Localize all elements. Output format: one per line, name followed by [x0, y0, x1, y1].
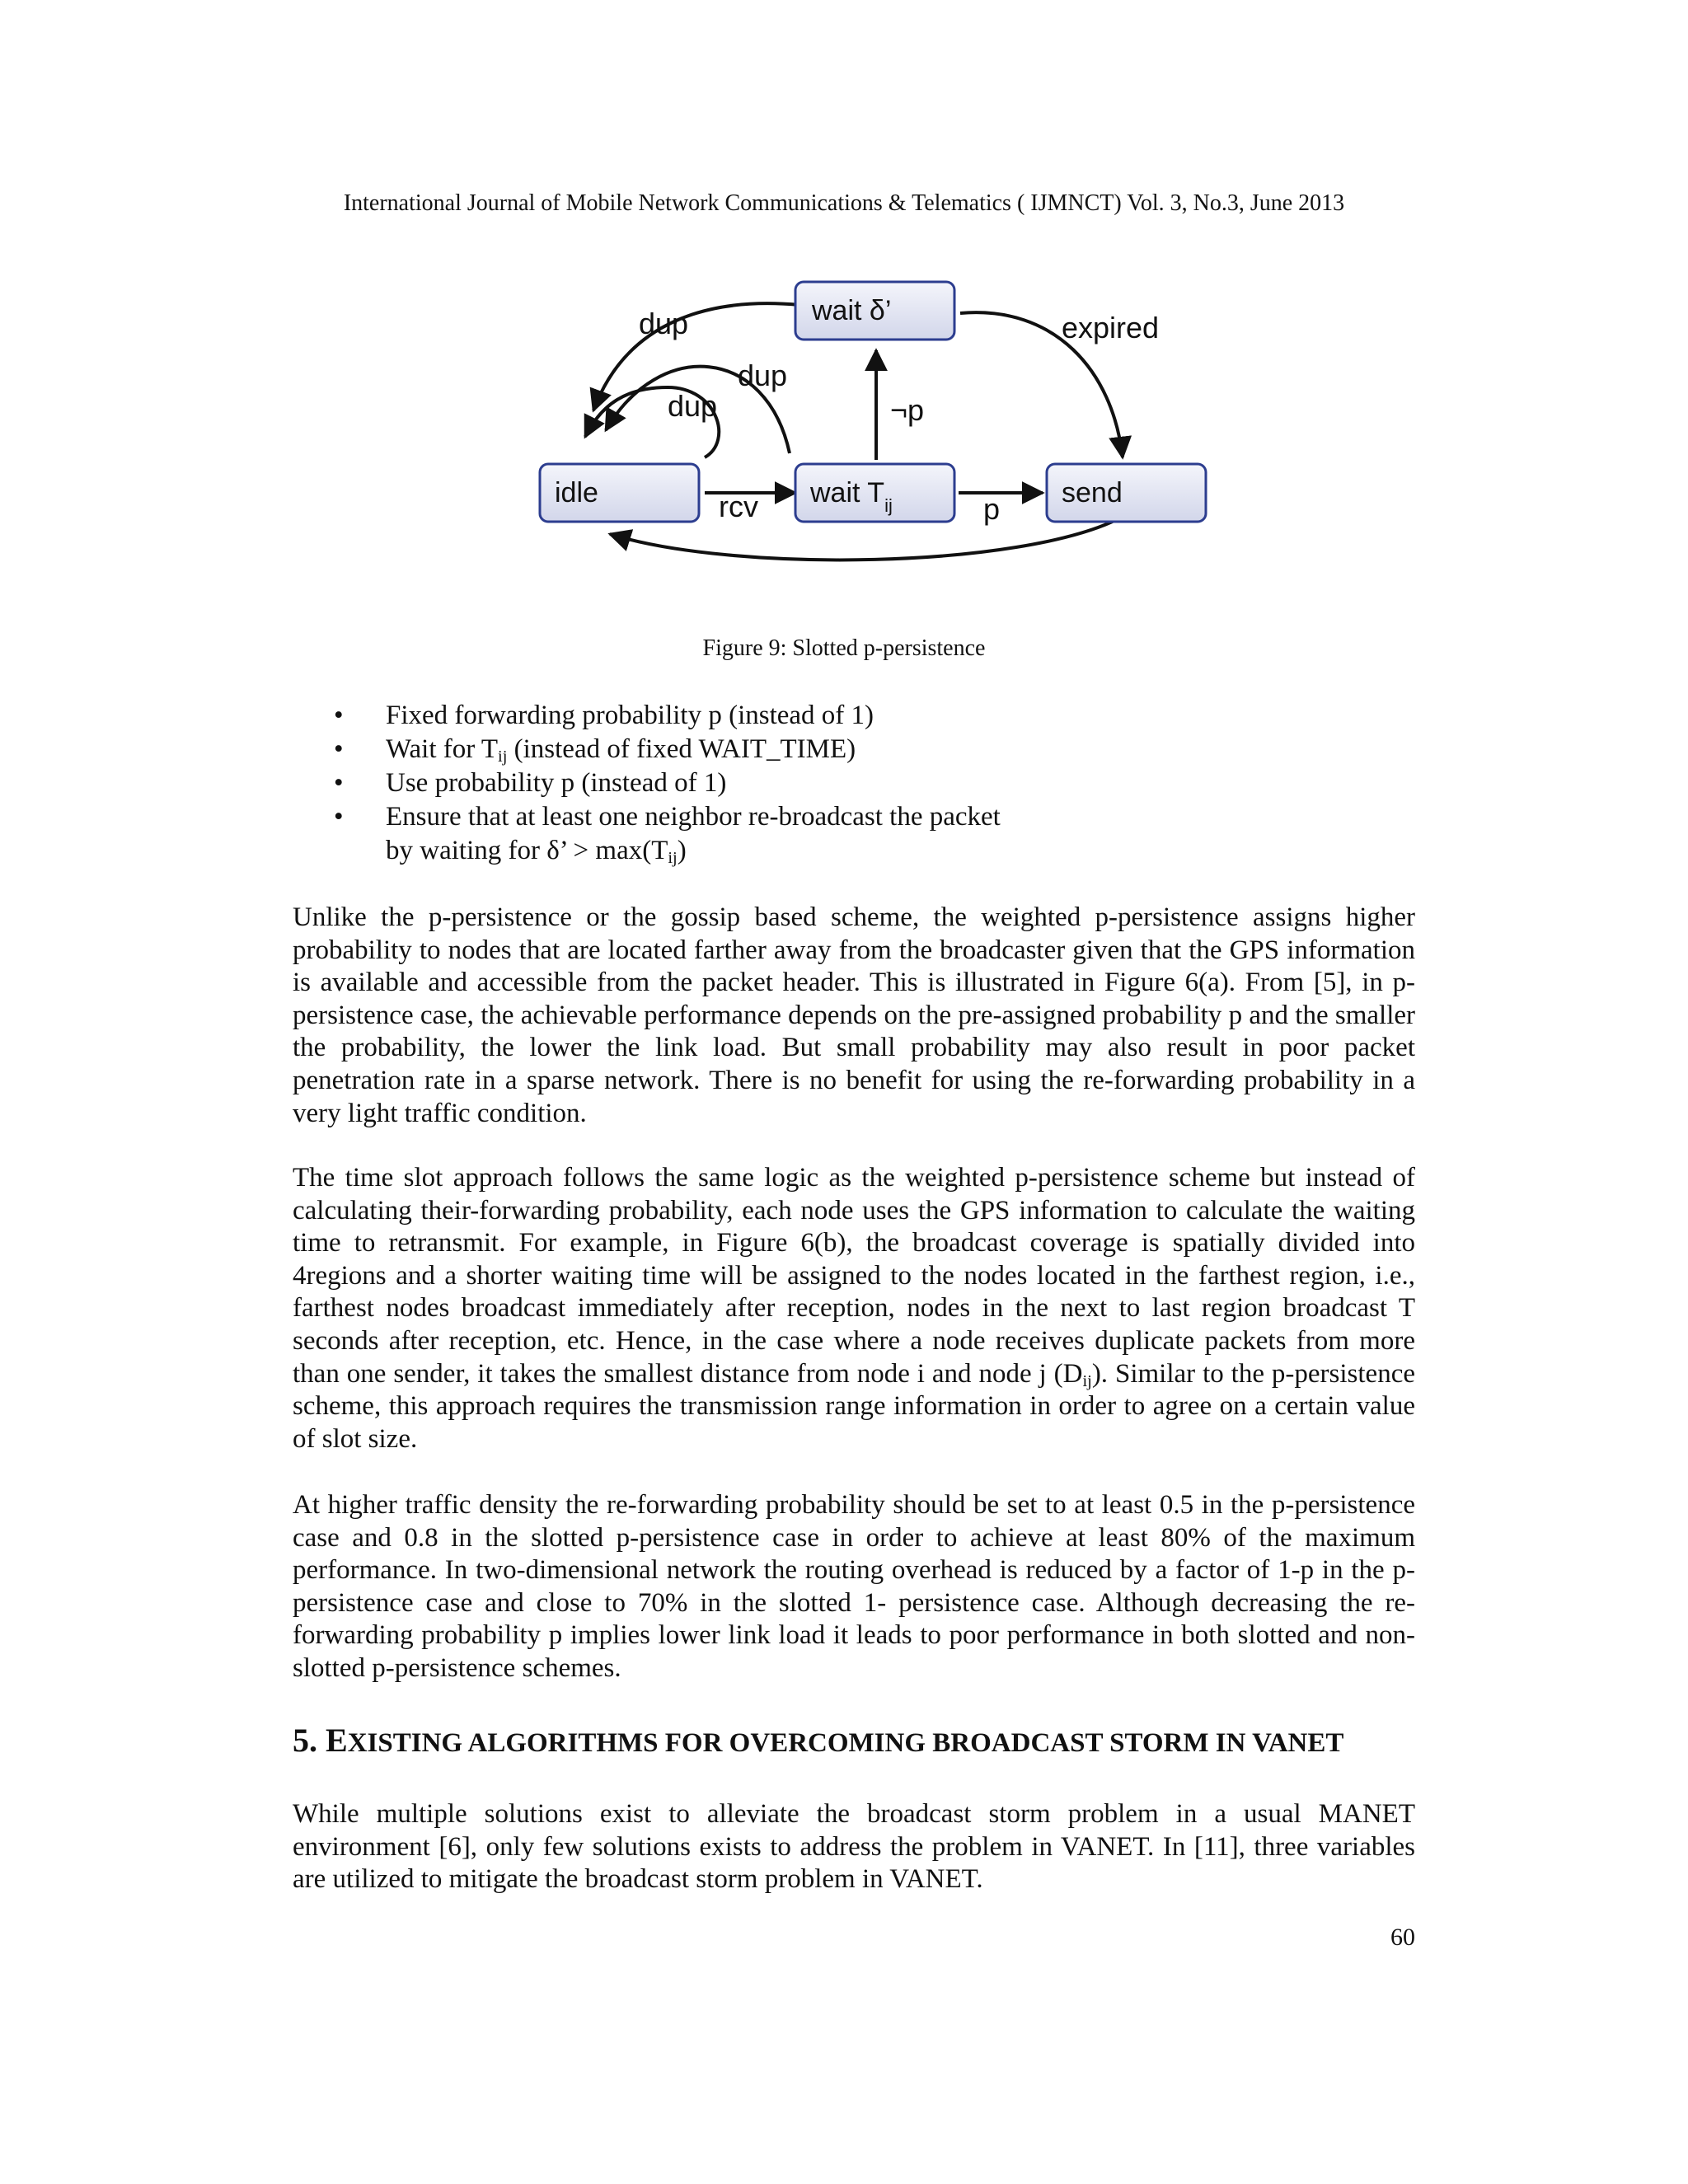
- bullet-item: • Wait for $T_{ij}$ (instead of fixed WAIT_TIME): [334, 734, 856, 766]
- node-idle-label: idle: [555, 477, 598, 509]
- edge-label-dup-outer: dup: [639, 307, 689, 340]
- paragraph-time-slot: The time slot approach follows the same logic as the weighted p-persistence scheme but instead of calculating their-forwarding probability, each node uses the GPS information to calculate the waiting time to retransmit. For example, in Figure 6(b), the broadcast coverage is spatially divided into 4regions and a shorter waiting time will be assigned to the nodes located in the farthest region, i.e., farthest nodes broadcast immediately after reception, nodes in the next to last region broadcast T seconds after reception, etc. Hence, in the case where a node receives duplicate packets from more than one sender, it takes the smallest distance from node i and node j $(D_{ij})$. Similar to the p-persistence scheme, this approach requires the transmission range information in order to agree on a certain value of slot size.: [293, 1163, 1415, 1454]
- edge-label-p: p: [983, 492, 1001, 526]
- page-number: 60: [1390, 1924, 1415, 1951]
- edge-send-return: [610, 518, 1121, 560]
- bullet-item: • Ensure that at least one neighbor re-broadcast the packet by waiting for δ’ > $\max(T_{ij})$: [334, 802, 1001, 868]
- section-heading: 5. EXISTING ALGORITHMS FOR OVERCOMING BROADCAST STORM IN VANET: [293, 1722, 1344, 1759]
- bullet-list: [293, 699, 1447, 868]
- node-send: [1047, 464, 1206, 522]
- bullet-item: • Use probability p (instead of 1): [334, 768, 727, 798]
- figure-caption: Figure 9: Slotted p-persistence: [702, 635, 986, 661]
- paragraph-existing-algorithms: While multiple solutions exist to alleviate the broadcast storm problem in a usual MANET environment [6], only few solutions exists to address the problem in VANET. In [11], three variables are utilized to mitigate the broadcast storm problem in VANET.: [293, 1799, 1415, 1895]
- node-wait-t: [795, 464, 954, 522]
- state-diagram-figure: [528, 272, 1220, 577]
- node-wait-t-subscript: ij: [884, 495, 893, 516]
- node-wait-t-label: wait T: [810, 477, 885, 509]
- node-wait-delta: [795, 282, 954, 340]
- bullet-item: • Fixed forwarding probability p (instead of 1): [334, 701, 874, 730]
- edge-label-expired: expired: [1062, 311, 1160, 344]
- running-header: International Journal of Mobile Network Communications & Telematics ( IJMNCT) Vol. 3, No.3, June 2013: [343, 190, 1345, 216]
- state-diagram: [528, 272, 1220, 577]
- node-idle: [540, 464, 699, 522]
- edge-label-not-p: ¬p: [890, 393, 925, 427]
- edge-label-rcv: rcv: [719, 490, 758, 523]
- node-wait-delta-label: wait δ’: [812, 295, 892, 326]
- node-send-label: send: [1062, 477, 1123, 509]
- paragraph-traffic-density: At higher traffic density the re-forwarding probability should be set to at least 0.5 in the p-persistence case and 0.8 in the slotted p-persistence case in order to achieve at least 80% of the maximum performance. In two-dimensional network the routing overhead is reduced by a factor of 1-p in the p-persistence case and close to 70% in the slotted 1- persistence case. Although decreasing the re-forwarding probability p implies lower link load it leads to poor performance in both slotted and non-slotted p-persistence schemes.: [293, 1490, 1415, 1683]
- paragraph-weighted-p-persistence: Unlike the p-persistence or the gossip based scheme, the weighted p-persistence assigns higher probability to nodes that are located farther away from the broadcaster given that the GPS information is available and accessible from the packet header. This is illustrated in Figure 6(a). From [5], in p-persistence case, the achievable performance depends on the pre-assigned probability p and the smaller the probability, the lower the link load. But small probability may also result in poor packet penetration rate in a sparse network. There is no benefit for using the re-forwarding probability in a very light traffic condition.: [293, 902, 1415, 1128]
- edge-label-dup-self: dup: [668, 389, 718, 423]
- edge-label-dup-middle: dup: [738, 359, 788, 392]
